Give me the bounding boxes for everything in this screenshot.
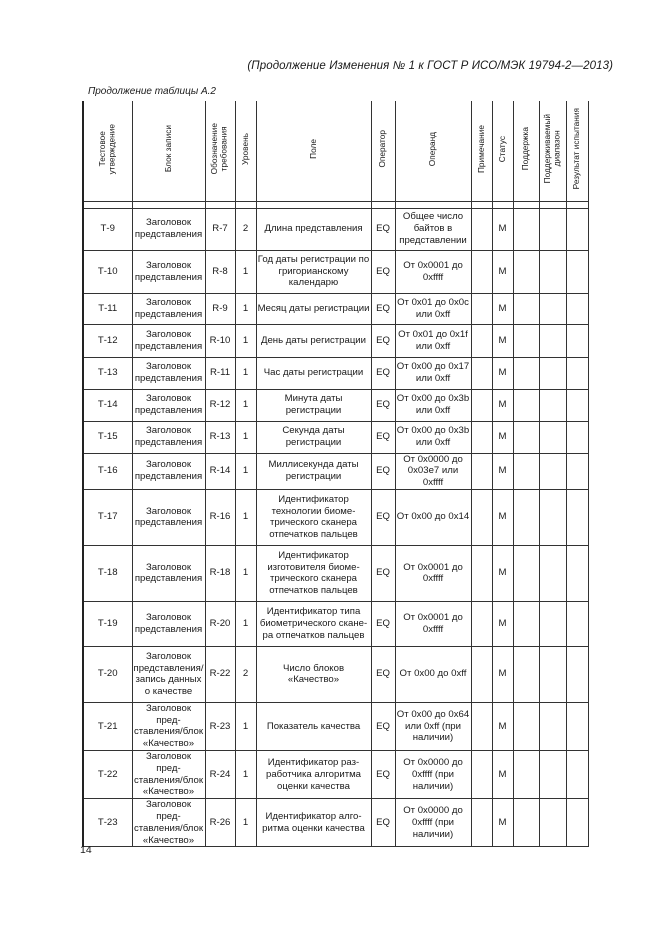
cell-field: Месяц даты регистрации bbox=[256, 293, 371, 324]
cell-note bbox=[471, 799, 492, 847]
cell-support bbox=[513, 357, 539, 389]
cell-test-result bbox=[566, 389, 588, 421]
cell-field: Показатель качества bbox=[256, 702, 371, 750]
cell-field: Идентификатор технологии биоме-трического сканера отпечатков пальцев bbox=[256, 489, 371, 545]
cell-status: M bbox=[492, 799, 513, 847]
cell-status: M bbox=[492, 357, 513, 389]
cell-operand: От 0x00 до 0x3b или 0xff bbox=[395, 389, 471, 421]
cell-status: M bbox=[492, 421, 513, 453]
cell-requirement-id: R-10 bbox=[205, 324, 235, 357]
table-row bbox=[83, 601, 588, 646]
cell-operand: От 0x00 до 0x14 bbox=[395, 489, 471, 545]
cell-record-block: Заголовок представления bbox=[132, 421, 205, 453]
cell-test-result bbox=[566, 421, 588, 453]
column-header-test-result bbox=[566, 101, 588, 201]
cell-note bbox=[471, 489, 492, 545]
column-header-operand bbox=[395, 101, 471, 201]
table-row bbox=[83, 646, 588, 702]
cell-support bbox=[513, 250, 539, 293]
cell-level: 1 bbox=[235, 421, 256, 453]
cell-field: Идентификатор типа биометрического скане-ра отпечатков пальцев bbox=[256, 601, 371, 646]
cell-field: Идентификатор алго-ритма оценки качества bbox=[256, 799, 371, 847]
cell-operator: EQ bbox=[371, 421, 395, 453]
cell-operand: От 0x01 до 0x0c или 0xff bbox=[395, 293, 471, 324]
column-header-operator bbox=[371, 101, 395, 201]
table-row bbox=[83, 702, 588, 750]
cell-record-block: Заголовок представления bbox=[132, 250, 205, 293]
cell-record-block: Заголовок представления bbox=[132, 293, 205, 324]
cell-test-assertion: Т-16 bbox=[83, 453, 132, 489]
cell-status: M bbox=[492, 646, 513, 702]
cell-field: Секунда даты регистрации bbox=[256, 421, 371, 453]
cell-support bbox=[513, 545, 539, 601]
cell-level: 1 bbox=[235, 293, 256, 324]
cell-level: 2 bbox=[235, 646, 256, 702]
column-header-label: Статус bbox=[496, 135, 507, 162]
cell-support bbox=[513, 324, 539, 357]
cell-supported-range bbox=[539, 601, 566, 646]
cell-test-assertion: Т-13 bbox=[83, 357, 132, 389]
cell-record-block: Заголовок пред-ставления/блок «Качество» bbox=[133, 799, 204, 846]
header-row bbox=[83, 101, 588, 201]
cell-operator: EQ bbox=[371, 293, 395, 324]
column-header-label: Блок записи bbox=[162, 125, 173, 173]
cell-test-assertion: Т-23 bbox=[83, 799, 132, 847]
cell-level: 1 bbox=[235, 702, 256, 750]
cell-note bbox=[471, 421, 492, 453]
column-header-label: Примечание bbox=[475, 124, 486, 173]
cell-note bbox=[471, 389, 492, 421]
cell-note bbox=[471, 208, 492, 250]
column-header-supported-range bbox=[539, 101, 566, 201]
cell-field: Идентификатор изготовителя биоме-трического сканера отпечатков пальцев bbox=[256, 545, 371, 601]
cell-support bbox=[513, 293, 539, 324]
cell-operator: EQ bbox=[371, 208, 395, 250]
cell-test-result bbox=[566, 250, 588, 293]
cell-test-result bbox=[566, 751, 588, 799]
cell-support bbox=[513, 799, 539, 847]
cell-test-result bbox=[566, 601, 588, 646]
cell-requirement-id: R-11 bbox=[205, 357, 235, 389]
header-spacer-row bbox=[83, 201, 588, 208]
cell-test-result bbox=[566, 545, 588, 601]
cell-test-result bbox=[566, 453, 588, 489]
table-row bbox=[83, 324, 588, 357]
cell-test-result bbox=[566, 357, 588, 389]
cell-status: M bbox=[492, 489, 513, 545]
cell-operand: От 0x0001 до 0xffff bbox=[395, 545, 471, 601]
table-row bbox=[83, 421, 588, 453]
table-row bbox=[83, 250, 588, 293]
cell-test-assertion: Т-9 bbox=[83, 208, 132, 250]
cell-test-result bbox=[566, 324, 588, 357]
cell-operand: От 0x00 до 0xff bbox=[395, 646, 471, 702]
cell-operator: EQ bbox=[371, 489, 395, 545]
cell-requirement-id: R-14 bbox=[205, 453, 235, 489]
cell-test-assertion: Т-21 bbox=[83, 702, 132, 750]
cell-note bbox=[471, 293, 492, 324]
cell-test-assertion: Т-15 bbox=[83, 421, 132, 453]
cell-note bbox=[471, 250, 492, 293]
cell-status: M bbox=[492, 601, 513, 646]
cell-supported-range bbox=[539, 293, 566, 324]
cell-status: M bbox=[492, 293, 513, 324]
cell-operator: EQ bbox=[371, 357, 395, 389]
cell-record-block: Заголовок представления bbox=[132, 489, 205, 545]
cell-supported-range bbox=[539, 489, 566, 545]
cell-support bbox=[513, 421, 539, 453]
cell-record-block: Заголовок представления bbox=[132, 601, 205, 646]
column-header-label: Оператор bbox=[377, 130, 388, 168]
cell-support bbox=[513, 208, 539, 250]
cell-field: Минута даты регистрации bbox=[256, 389, 371, 421]
cell-level: 1 bbox=[235, 489, 256, 545]
cell-operand: От 0x0000 до 0xffff (при наличии) bbox=[395, 799, 471, 847]
requirements-table bbox=[82, 101, 589, 847]
cell-status: M bbox=[492, 751, 513, 799]
cell-operator: EQ bbox=[371, 751, 395, 799]
cell-operator: EQ bbox=[371, 453, 395, 489]
column-header-label: Результат испытания bbox=[571, 108, 582, 190]
cell-status: M bbox=[492, 250, 513, 293]
cell-operator: EQ bbox=[371, 545, 395, 601]
cell-level: 2 bbox=[235, 208, 256, 250]
cell-note bbox=[471, 324, 492, 357]
table-row bbox=[83, 293, 588, 324]
cell-requirement-id: R-12 bbox=[205, 389, 235, 421]
cell-supported-range bbox=[539, 208, 566, 250]
table-row bbox=[83, 751, 588, 799]
document-header: (Продолжение Изменения № 1 к ГОСТ Р ИСО/МЭК 19794-2—2013) bbox=[247, 60, 613, 72]
table-row bbox=[83, 208, 588, 250]
column-header-field bbox=[256, 101, 371, 201]
cell-operand: От 0x00 до 0x64 или 0xff (при наличии) bbox=[395, 702, 471, 750]
cell-test-assertion: Т-18 bbox=[83, 545, 132, 601]
cell-record-block: Заголовок представления bbox=[132, 324, 205, 357]
cell-operator: EQ bbox=[371, 646, 395, 702]
cell-operator: EQ bbox=[371, 324, 395, 357]
cell-test-result bbox=[566, 702, 588, 750]
cell-supported-range bbox=[539, 389, 566, 421]
cell-status: M bbox=[492, 702, 513, 750]
cell-record-block: Заголовок пред-ставления/блок «Качество» bbox=[133, 702, 204, 750]
column-header-label: Поддержка bbox=[520, 127, 531, 171]
cell-field: Час даты регистрации bbox=[256, 357, 371, 389]
cell-test-assertion: Т-19 bbox=[83, 601, 132, 646]
cell-support bbox=[513, 601, 539, 646]
cell-operand: От 0x01 до 0x1f или 0xff bbox=[395, 324, 471, 357]
cell-status: M bbox=[492, 208, 513, 250]
cell-supported-range bbox=[539, 250, 566, 293]
cell-status: M bbox=[492, 545, 513, 601]
cell-requirement-id: R-13 bbox=[205, 421, 235, 453]
cell-operand: От 0x0001 до 0xffff bbox=[395, 601, 471, 646]
cell-requirement-id: R-16 bbox=[205, 489, 235, 545]
cell-level: 1 bbox=[235, 324, 256, 357]
cell-test-assertion: Т-22 bbox=[83, 751, 132, 799]
cell-level: 1 bbox=[235, 545, 256, 601]
cell-supported-range bbox=[539, 545, 566, 601]
column-header-level bbox=[235, 101, 256, 201]
cell-requirement-id: R-8 bbox=[205, 250, 235, 293]
column-header-label: Поле bbox=[307, 138, 318, 159]
cell-operand: От 0x0000 до 0x03e7 или 0xffff bbox=[395, 453, 471, 489]
cell-requirement-id: R-23 bbox=[205, 702, 235, 750]
cell-support bbox=[513, 751, 539, 799]
cell-test-result bbox=[566, 293, 588, 324]
cell-supported-range bbox=[539, 357, 566, 389]
cell-field: Длина представления bbox=[256, 208, 371, 250]
cell-requirement-id: R-20 bbox=[205, 601, 235, 646]
cell-requirement-id: R-18 bbox=[205, 545, 235, 601]
cell-note bbox=[471, 545, 492, 601]
cell-supported-range bbox=[539, 702, 566, 750]
cell-operator: EQ bbox=[371, 702, 395, 750]
cell-record-block: Заголовок представления bbox=[132, 453, 205, 489]
cell-support bbox=[513, 453, 539, 489]
column-header-status bbox=[492, 101, 513, 201]
cell-supported-range bbox=[539, 646, 566, 702]
cell-operand: От 0x00 до 0x17 или 0xff bbox=[395, 357, 471, 389]
cell-note bbox=[471, 453, 492, 489]
cell-level: 1 bbox=[235, 601, 256, 646]
column-header-support bbox=[513, 101, 539, 201]
cell-test-result bbox=[566, 646, 588, 702]
cell-status: M bbox=[492, 389, 513, 421]
column-header-test-assertion bbox=[83, 101, 132, 201]
cell-test-assertion: Т-11 bbox=[83, 293, 132, 324]
cell-support bbox=[513, 389, 539, 421]
cell-record-block: Заголовок представления bbox=[132, 208, 205, 250]
table-continuation-caption: Продолжение таблицы А.2 bbox=[88, 86, 216, 97]
column-header-label: Тестовое утверждение bbox=[97, 123, 117, 175]
cell-test-result bbox=[566, 799, 588, 847]
table-row bbox=[83, 799, 588, 847]
cell-operator: EQ bbox=[371, 601, 395, 646]
cell-requirement-id: R-7 bbox=[205, 208, 235, 250]
cell-requirement-id: R-22 bbox=[205, 646, 235, 702]
cell-operator: EQ bbox=[371, 250, 395, 293]
column-header-label: Операнд bbox=[427, 131, 438, 166]
table-body bbox=[83, 208, 588, 847]
cell-field: Миллисекунда даты регистрации bbox=[256, 453, 371, 489]
cell-supported-range bbox=[539, 453, 566, 489]
cell-field: Год даты регистрации по григорианскому календарю bbox=[256, 250, 371, 293]
column-header-label: Поддерживаемый диапазон bbox=[541, 114, 562, 184]
cell-operator: EQ bbox=[371, 389, 395, 421]
cell-test-assertion: Т-20 bbox=[83, 646, 132, 702]
table-row bbox=[83, 489, 588, 545]
cell-operand: Общее число байтов в представлении bbox=[395, 208, 471, 250]
cell-field: День даты регистрации bbox=[256, 324, 371, 357]
cell-supported-range bbox=[539, 324, 566, 357]
cell-level: 1 bbox=[235, 250, 256, 293]
cell-level: 1 bbox=[235, 453, 256, 489]
cell-test-assertion: Т-12 bbox=[83, 324, 132, 357]
cell-requirement-id: R-26 bbox=[205, 799, 235, 847]
cell-operand: От 0x0001 до 0xffff bbox=[395, 250, 471, 293]
cell-support bbox=[513, 489, 539, 545]
cell-record-block: Заголовок представления/ запись данных о качестве bbox=[132, 646, 205, 702]
cell-field: Идентификатор раз-работчика алгоритма оценки качества bbox=[256, 751, 371, 799]
table-row bbox=[83, 389, 588, 421]
cell-supported-range bbox=[539, 421, 566, 453]
cell-note bbox=[471, 751, 492, 799]
column-header-record-block bbox=[132, 101, 205, 201]
cell-note bbox=[471, 702, 492, 750]
cell-note bbox=[471, 601, 492, 646]
cell-level: 1 bbox=[235, 799, 256, 847]
column-header-label: Обозначение требования bbox=[209, 123, 229, 175]
column-header-requirement-id bbox=[205, 101, 235, 201]
cell-support bbox=[513, 646, 539, 702]
cell-test-result bbox=[566, 489, 588, 545]
cell-requirement-id: R-9 bbox=[205, 293, 235, 324]
cell-operator: EQ bbox=[371, 799, 395, 847]
cell-supported-range bbox=[539, 751, 566, 799]
table-row bbox=[83, 357, 588, 389]
column-header-label: Уровень bbox=[239, 132, 250, 165]
cell-operand: От 0x00 до 0x3b или 0xff bbox=[395, 421, 471, 453]
cell-note bbox=[471, 646, 492, 702]
cell-level: 1 bbox=[235, 357, 256, 389]
cell-field: Число блоков «Качество» bbox=[256, 646, 371, 702]
column-header-note bbox=[471, 101, 492, 201]
cell-support bbox=[513, 702, 539, 750]
page-number: 14 bbox=[80, 844, 92, 856]
cell-status: M bbox=[492, 453, 513, 489]
cell-test-assertion: Т-14 bbox=[83, 389, 132, 421]
cell-level: 1 bbox=[235, 389, 256, 421]
cell-test-assertion: Т-10 bbox=[83, 250, 132, 293]
cell-record-block: Заголовок представления bbox=[132, 357, 205, 389]
table-row bbox=[83, 545, 588, 601]
cell-level: 1 bbox=[235, 751, 256, 799]
cell-note bbox=[471, 357, 492, 389]
cell-record-block: Заголовок представления bbox=[132, 545, 205, 601]
cell-operand: От 0x0000 до 0xffff (при наличии) bbox=[395, 751, 471, 799]
cell-test-assertion: Т-17 bbox=[83, 489, 132, 545]
cell-requirement-id: R-24 bbox=[205, 751, 235, 799]
cell-record-block: Заголовок представления bbox=[132, 389, 205, 421]
cell-supported-range bbox=[539, 799, 566, 847]
cell-status: M bbox=[492, 324, 513, 357]
cell-test-result bbox=[566, 208, 588, 250]
table-row bbox=[83, 453, 588, 489]
cell-record-block: Заголовок пред-ставления/блок «Качество» bbox=[133, 751, 204, 798]
